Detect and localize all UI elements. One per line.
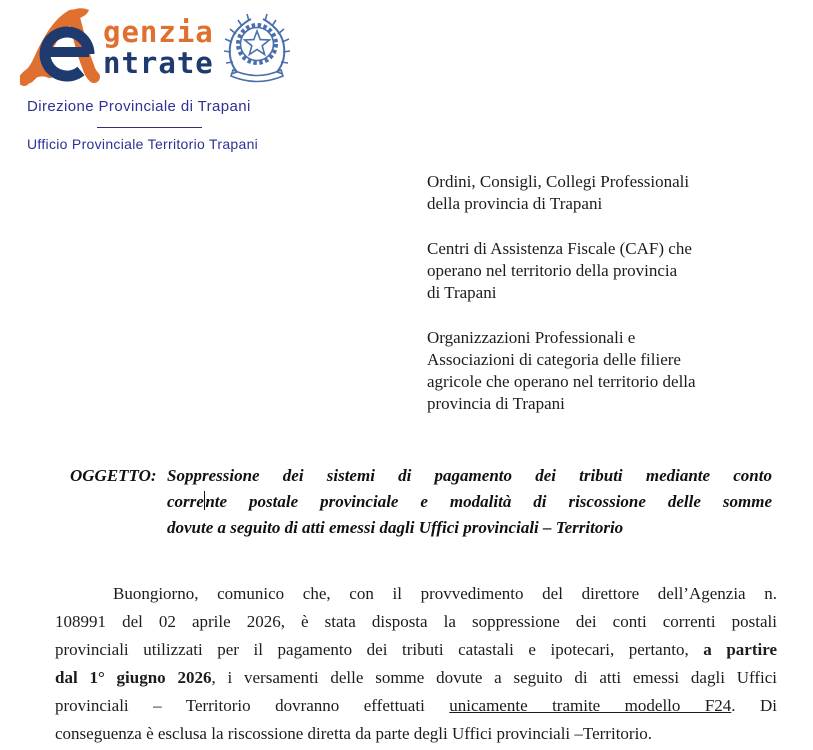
recipients-block <box>427 171 767 438</box>
recipient-organizzazioni-agricole: Organizzazioni Professionali e Associazioni di categoria delle filiere agricole che operano nel territorio della provincia di Trapani <box>427 328 696 413</box>
body-line-4: dal 1° giugno 2026, i versamenti delle somme dovute a seguito di atti emessi dagli Uffici <box>55 668 777 687</box>
subject-label: OGGETTO: <box>70 466 157 485</box>
body-line-1: Buongiorno, comunico che, con il provvedimento del direttore dell’Agenzia n. <box>113 584 777 603</box>
body-line-6: conseguenza è esclusa la riscossione diretta da parte degli Uffici provinciali –Territorio. <box>55 724 653 743</box>
logo-wordmark <box>103 17 214 79</box>
subject-text <box>167 463 772 541</box>
body-line-5: provinciali – Territorio dovranno effettuati unicamente tramite modello F24. Di <box>55 696 778 715</box>
subject-line-1: Soppressione dei sistemi di pagamento dei tributi mediante conto <box>167 466 772 485</box>
recipient-ordini-professionali: Ordini, Consigli, Collegi Professionali della provincia di Trapani <box>427 172 690 213</box>
recipient-caf: Centri di Assistenza Fiscale (CAF) che operano nel territorio della provincia di Trapani <box>427 239 692 302</box>
letterhead-direzione: Direzione Provinciale di Trapani <box>27 98 251 115</box>
letterhead-ufficio: Ufficio Provinciale Territorio Trapani <box>27 136 259 152</box>
letterhead-divider <box>97 127 202 128</box>
agenzia-entrate-logo-icon <box>20 4 104 88</box>
body-paragraph <box>55 580 777 748</box>
logo-word-genzia: genzia <box>103 15 214 49</box>
logo-word-ntrate: ntrate <box>103 46 214 80</box>
underlined-modello-f24: unicamente tramite modello F24 <box>449 696 732 715</box>
bold-dal-giugno: dal 1° giugno 2026 <box>55 668 212 687</box>
body-line-3: provinciali utilizzati per il pagamento dei tributi catastali e ipotecari, pertanto, a partire <box>55 640 777 659</box>
bold-a-partire: a partire <box>703 640 777 659</box>
subject-section <box>70 463 772 541</box>
subject-line-2: corrente postale provinciale e modalità di riscossione delle somme <box>167 492 772 511</box>
body-line-2: 108991 del 02 aprile 2026, è stata disposta la soppressione dei conti correnti postali <box>55 612 777 631</box>
subject-line-3: dovute a seguito di atti emessi dagli Uffici provinciali – Territorio <box>167 518 624 537</box>
italy-republic-emblem-icon <box>221 8 293 88</box>
